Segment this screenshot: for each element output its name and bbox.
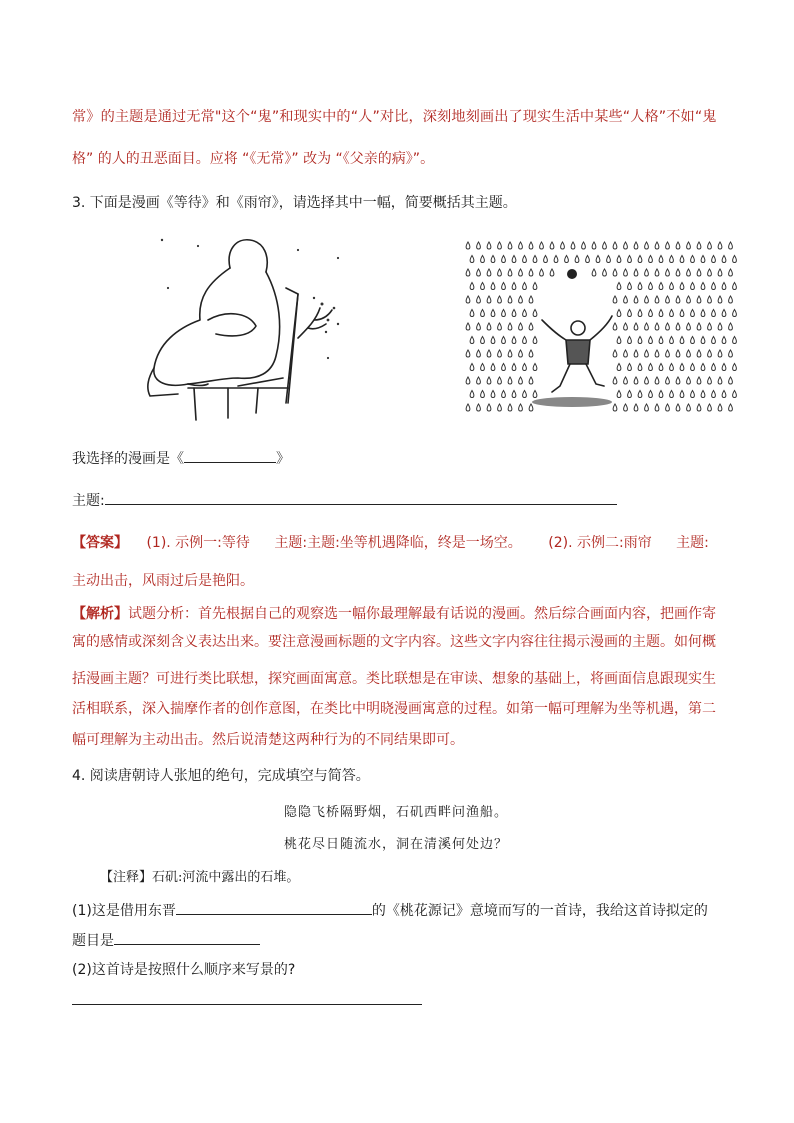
answer-line-1 (72, 532, 709, 552)
answer-line-2: 主动出击，风雨过后是艳阳。 (72, 573, 254, 589)
answer-theme-2-label: 主题: (676, 535, 709, 551)
analysis-line-4: 活相联系，深入揣摩作者的创作意图，在类比中明晓漫画寓意的过程。如第一幅可理解为坐等机遇，第二 (72, 701, 716, 717)
sub-question-1-line-1 (72, 898, 708, 920)
continuation-line-1: 常》的主题是通过无常"这个“鬼”和现实中的“人”对比，深刻地刻画出了现实生活中某些“人格”不如“鬼 (72, 109, 717, 125)
poem-line-2: 桃花尽日随流水，洞在清溪何处边？ (284, 837, 509, 852)
author-blank[interactable] (176, 898, 372, 915)
analysis-line-2: 寓的感情或深刻含义表达出来。要注意漫画标题的文字内容。这些文字内容往往揭示漫画的主题。如何概 (72, 634, 716, 650)
title-blank[interactable] (114, 928, 260, 945)
analysis-text-1: 试题分析：首先根据自己的观察选一幅你最理解最有话说的漫画。然后综合画面内容，把画作寄 (128, 606, 716, 622)
choose-suffix: 》 (276, 451, 290, 467)
sub-question-1-middle: 的《桃花源记》意境而写的一首诗，我给这首诗拟定的 (371, 903, 708, 919)
sub-question-1-prefix: (1)这是借用东晋 (72, 903, 176, 919)
answer-tag: 【答案】 (72, 535, 128, 551)
analysis-line-1 (72, 603, 716, 623)
poem-note: 【注释】石矶:河流中露出的石堆。 (100, 870, 300, 885)
question-3-prompt: 3. 下面是漫画《等待》和《雨帘》，请选择其中一幅，简要概括其主题。 (72, 195, 517, 211)
sub-question-2-answer-line[interactable] (72, 1004, 422, 1005)
sub-question-2: (2)这首诗是按照什么顺序来写景的? (72, 962, 296, 978)
analysis-line-3: 括漫画主题？可进行类比联想，探究画面寓意。类比联想是在审读、想象的基础上，将画面信息跟现实生 (72, 671, 716, 687)
theme-line (72, 488, 617, 510)
analysis-line-5: 幅可理解为主动出击。然后说清楚这两种行为的不同结果即可。 (72, 732, 464, 748)
answer-theme-1: 主题:主题:坐等机遇降临，终是一场空。 (274, 535, 522, 551)
cartoon-waiting (138, 228, 353, 428)
title-label: 题目是 (72, 933, 114, 949)
answer-example-2: (2). 示例二:雨帘 (548, 535, 652, 551)
question-4-prompt: 4. 阅读唐朝诗人张旭的绝句，完成填空与简答。 (72, 768, 370, 784)
theme-blank[interactable] (105, 488, 617, 505)
continuation-line-2: 格” 的人的丑恶面目。应将 “《无常》” 改为 “《父亲的病》”。 (72, 151, 435, 167)
chosen-cartoon-line (72, 446, 290, 468)
sub-question-1-line-2 (72, 928, 260, 950)
analysis-tag: 【解析】 (72, 606, 128, 622)
poem-line-1: 隐隐飞桥隔野烟，石矶西畔问渔船。 (284, 805, 509, 820)
answer-example-1: (1). 示例一:等待 (146, 535, 250, 551)
cartoon-rain-curtain (462, 236, 740, 418)
choose-prefix: 我选择的漫画是《 (72, 451, 184, 467)
chosen-cartoon-blank[interactable] (184, 446, 276, 463)
theme-label: 主题: (72, 493, 105, 509)
